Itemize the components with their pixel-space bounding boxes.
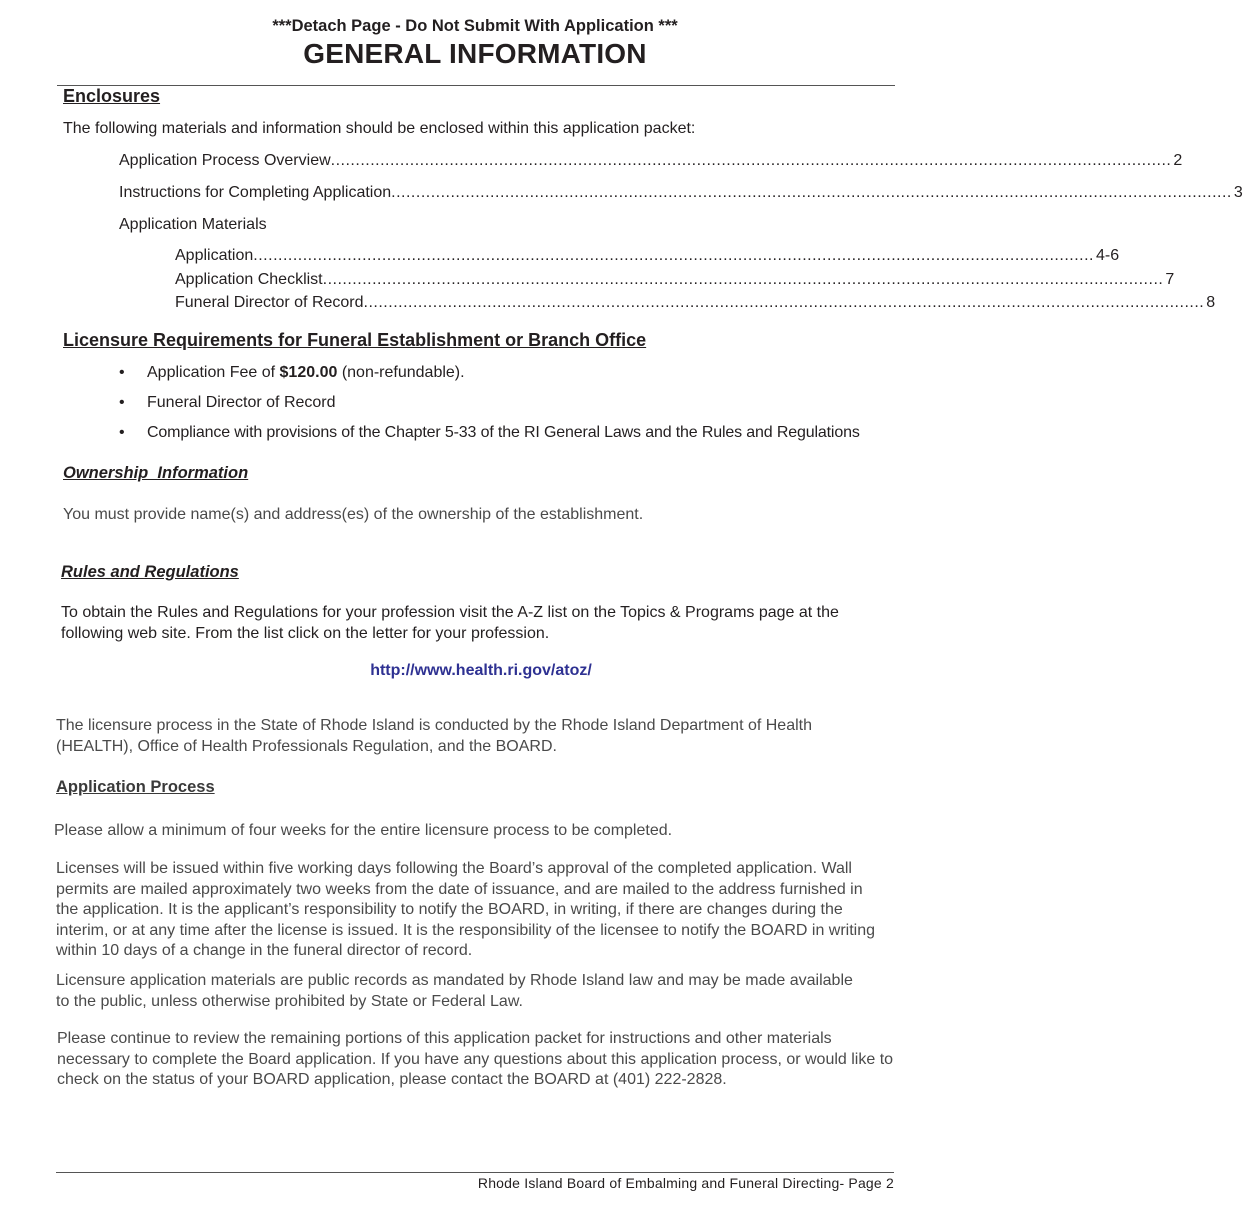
rules-link[interactable]: http://www.health.ri.gov/atoz/: [370, 662, 592, 679]
toc-item-application: [175, 247, 1120, 265]
top-divider: [57, 85, 895, 86]
bullet-icon: •: [119, 394, 125, 411]
page-title: GENERAL INFORMATION: [303, 38, 647, 69]
toc-page: 4-6: [1095, 247, 1120, 264]
application-process-heading: Application Process: [56, 778, 215, 796]
application-materials-heading: Application Materials: [119, 216, 267, 233]
page-footer: Rhode Island Board of Embalming and Funeral Directing- Page 2: [477, 1175, 894, 1191]
toc-label: Application Process Overview: [119, 152, 331, 169]
toc-leader-dots: ..........................................................................................................................................................................: [391, 184, 1232, 201]
rules-heading: Rules and Regulations: [61, 563, 239, 581]
bullet-icon: •: [119, 364, 125, 381]
application-process-p3: Licensure application materials are public records as mandated by Rhode Island law and may be made available to the public, unless otherwise prohibited by State or Federal Law.: [56, 972, 853, 1010]
fee-suffix: (non-refundable).: [337, 364, 465, 381]
bullet-icon: •: [119, 424, 125, 441]
toc-leader-dots: ..........................................................................................................................................................................: [330, 152, 1172, 169]
enclosures-heading: Enclosures: [63, 86, 161, 106]
application-process-p1: Please allow a minimum of four weeks for the entire licensure process to be completed.: [54, 822, 673, 839]
process-intro-text: The licensure process in the State of Rhode Island is conducted by the Rhode Island Department of Health (HEALTH), Office of Health Professionals Regulation, and the BOARD.: [56, 717, 812, 755]
detach-notice: ***Detach Page - Do Not Submit With Application ***: [272, 17, 678, 35]
toc-label: Instructions for Completing Application: [119, 184, 392, 201]
licensure-heading: Licensure Requirements for Funeral Establishment or Branch Office: [63, 330, 647, 350]
toc-leader-dots: ..........................................................................................................................................................................: [363, 294, 1205, 311]
rules-text: To obtain the Rules and Regulations for your profession visit the A-Z list on the Topics & Programs page at the following web site. From the list click on the letter for your profession.: [61, 604, 839, 642]
licensure-fee-text: [147, 364, 465, 382]
toc-leader-dots: ..........................................................................................................................................................................: [322, 271, 1164, 288]
fee-prefix: Application Fee of: [147, 364, 280, 381]
toc-page: 8: [1206, 294, 1216, 311]
toc-page: 7: [1165, 271, 1175, 288]
application-process-p2: Licenses will be issued within five working days following the Board’s approval of the completed application. Wall permits are mailed approximately two weeks from the date of issuance, and are mailed to the address furnished in the application. It is the applicant’s responsibility to notify the BOARD, in writing, if there are changes during the interim, or at any time after the license is issued. It is the responsibility of the licensee to notify the BOARD in writing within 10 days of a change in the funeral director of record.: [56, 860, 876, 959]
toc-label: Application: [175, 247, 254, 264]
toc-item-instructions: [119, 184, 1243, 202]
toc-page: 3: [1233, 184, 1243, 201]
toc-item-process-overview: [119, 152, 1183, 170]
toc-item-funeral-director: [175, 294, 1216, 312]
licensure-compliance-text: Compliance with provisions of the Chapter 5-33 of the RI General Laws and the Rules and Regulations: [147, 424, 860, 441]
ownership-text: You must provide name(s) and address(es) of the ownership of the establishment.: [63, 506, 644, 523]
licensure-director-text: Funeral Director of Record: [147, 394, 336, 411]
toc-page: 2: [1173, 152, 1183, 169]
toc-item-checklist: [175, 271, 1175, 289]
toc-label: Application Checklist: [175, 271, 323, 288]
fee-amount: $120.00: [279, 364, 338, 381]
ownership-heading: Ownership Information: [63, 464, 249, 482]
toc-leader-dots: ..........................................................................................................................................................................: [253, 247, 1094, 264]
application-process-p4: Please continue to review the remaining portions of this application packet for instructions and other materials necessary to complete the Board application. If you have any questions about this application process, or would like to check on the status of your BOARD application, please contact the BOARD at (401) 222-2828.: [57, 1030, 894, 1088]
enclosures-intro: The following materials and information should be enclosed within this application packet:: [63, 120, 696, 137]
bottom-divider: [56, 1172, 894, 1173]
toc-label: Funeral Director of Record: [175, 294, 364, 311]
